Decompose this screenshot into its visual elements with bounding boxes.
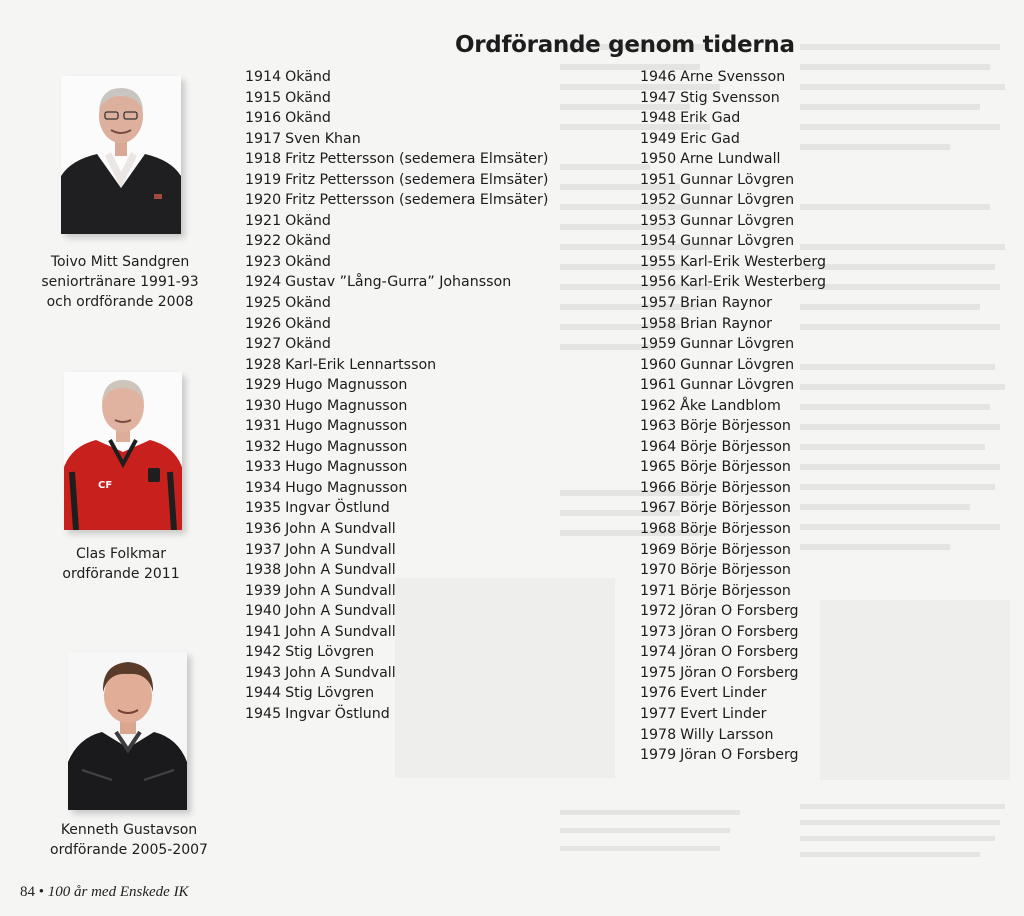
chairman-year: 1963 bbox=[640, 418, 677, 435]
chairman-name: Börje Börjesson bbox=[680, 459, 791, 476]
chairman-row bbox=[640, 663, 826, 684]
chairman-name: Okänd bbox=[285, 233, 331, 250]
chairman-name: Okänd bbox=[285, 295, 331, 312]
chairman-row bbox=[245, 683, 548, 704]
chairman-row bbox=[640, 375, 826, 396]
chairman-row bbox=[640, 704, 826, 725]
chairman-name: Karl-Erik Westerberg bbox=[680, 253, 826, 270]
chairman-name: Okänd bbox=[285, 212, 331, 229]
chairman-name: Stig Svensson bbox=[680, 89, 780, 106]
chairman-row bbox=[640, 170, 826, 191]
chairman-row bbox=[245, 601, 548, 622]
chairman-name: Willy Larsson bbox=[680, 726, 774, 743]
chairman-row bbox=[640, 683, 826, 704]
chairman-year: 1975 bbox=[640, 664, 677, 681]
chairman-year: 1945 bbox=[245, 705, 282, 722]
chairman-name: Stig Lövgren bbox=[285, 685, 375, 702]
chairman-year: 1961 bbox=[640, 377, 677, 394]
chairman-year: 1926 bbox=[245, 315, 282, 332]
chairman-row bbox=[245, 560, 548, 581]
chairman-row bbox=[640, 149, 826, 170]
chairman-year: 1979 bbox=[640, 747, 677, 764]
chairman-row bbox=[245, 231, 548, 252]
chairman-row bbox=[245, 375, 548, 396]
chairman-year: 1958 bbox=[640, 315, 677, 332]
chairman-row bbox=[245, 190, 548, 211]
footer-separator: • bbox=[38, 884, 45, 900]
chairman-year: 1955 bbox=[640, 253, 677, 270]
chairman-row bbox=[245, 355, 548, 376]
caption-gustavson bbox=[38, 820, 220, 860]
chairman-row bbox=[640, 498, 826, 519]
book-title: 100 år med Enskede IK bbox=[47, 884, 189, 900]
caption-name: Toivo Mitt Sandgren bbox=[50, 254, 190, 270]
chairman-name: Gunnar Lövgren bbox=[680, 336, 795, 353]
chairman-year: 1940 bbox=[245, 603, 282, 620]
chairman-name: Hugo Magnusson bbox=[285, 377, 408, 394]
chairman-name: John A Sundvall bbox=[285, 664, 396, 681]
chairman-name: Okänd bbox=[285, 89, 331, 106]
chairman-row bbox=[245, 108, 548, 129]
chairman-row bbox=[640, 581, 826, 602]
caption-role: ordförande 2005-2007 bbox=[50, 842, 208, 858]
chairman-row bbox=[245, 129, 548, 150]
chairman-name: Hugo Magnusson bbox=[285, 397, 408, 414]
chairman-year: 1915 bbox=[245, 89, 282, 106]
chairman-row bbox=[245, 519, 548, 540]
chairman-name: Okänd bbox=[285, 110, 331, 127]
chairman-row bbox=[640, 252, 826, 273]
chairman-year: 1920 bbox=[245, 192, 282, 209]
chairman-name: Hugo Magnusson bbox=[285, 418, 408, 435]
chairman-year: 1974 bbox=[640, 644, 677, 661]
chairman-row bbox=[640, 478, 826, 499]
chairman-row bbox=[640, 129, 826, 150]
chairman-year: 1954 bbox=[640, 233, 677, 250]
chairman-name: Gunnar Lövgren bbox=[680, 233, 795, 250]
chairman-name: Gunnar Lövgren bbox=[680, 377, 795, 394]
chairman-row bbox=[640, 293, 826, 314]
chairman-year: 1948 bbox=[640, 110, 677, 127]
chairman-year: 1971 bbox=[640, 582, 677, 599]
chairman-year: 1917 bbox=[245, 130, 282, 147]
chairman-row bbox=[245, 416, 548, 437]
chairman-name: Gustav ”Lång-Gurra” Johansson bbox=[285, 274, 512, 291]
chairman-row bbox=[245, 396, 548, 417]
chairman-row bbox=[640, 334, 826, 355]
caption-sandgren bbox=[36, 252, 204, 312]
chairman-year: 1957 bbox=[640, 295, 677, 312]
chairman-year: 1921 bbox=[245, 212, 282, 229]
chairman-row bbox=[245, 622, 548, 643]
chairmen-list-1914-1945 bbox=[245, 67, 548, 725]
chairman-name: Åke Landblom bbox=[680, 397, 781, 414]
chairman-year: 1916 bbox=[245, 110, 282, 127]
chairman-row bbox=[640, 272, 826, 293]
chairman-year: 1933 bbox=[245, 459, 282, 476]
chairman-year: 1962 bbox=[640, 397, 677, 414]
chairman-name: Gunnar Lövgren bbox=[680, 192, 795, 209]
chairman-name: Börje Börjesson bbox=[680, 418, 791, 435]
chairman-year: 1923 bbox=[245, 253, 282, 270]
chairman-name: Jöran O Forsberg bbox=[680, 664, 799, 681]
chairman-year: 1949 bbox=[640, 130, 677, 147]
chairman-name: Jöran O Forsberg bbox=[680, 623, 799, 640]
chairman-year: 1969 bbox=[640, 541, 677, 558]
chairman-name: Sven Khan bbox=[285, 130, 361, 147]
chairman-name: Gunnar Lövgren bbox=[680, 212, 795, 229]
chairman-year: 1931 bbox=[245, 418, 282, 435]
chairman-year: 1939 bbox=[245, 582, 282, 599]
chairman-row bbox=[245, 457, 548, 478]
chairman-name: Stig Lövgren bbox=[285, 644, 375, 661]
chairman-row bbox=[245, 211, 548, 232]
chairman-year: 1946 bbox=[640, 69, 677, 85]
chairman-row bbox=[640, 519, 826, 540]
chairman-name: Börje Börjesson bbox=[680, 521, 791, 538]
chairman-year: 1924 bbox=[245, 274, 282, 291]
chairman-name: Jöran O Forsberg bbox=[680, 644, 799, 661]
chairman-row bbox=[245, 88, 548, 109]
chairman-name: Evert Linder bbox=[680, 685, 767, 702]
chairman-name: John A Sundvall bbox=[285, 603, 396, 620]
chairman-row bbox=[640, 211, 826, 232]
chairman-name: Arne Svensson bbox=[680, 69, 786, 85]
chairman-year: 1922 bbox=[245, 233, 282, 250]
chairman-year: 1966 bbox=[640, 479, 677, 496]
chairman-row bbox=[245, 293, 548, 314]
chairman-name: Jöran O Forsberg bbox=[680, 747, 799, 764]
chairman-row bbox=[640, 560, 826, 581]
chairman-name: Gunnar Lövgren bbox=[680, 171, 795, 188]
chairman-row bbox=[640, 108, 826, 129]
chairman-row bbox=[640, 725, 826, 746]
chairman-row bbox=[245, 252, 548, 273]
chairman-year: 1942 bbox=[245, 644, 282, 661]
chairman-name: Börje Börjesson bbox=[680, 562, 791, 579]
chairman-year: 1932 bbox=[245, 438, 282, 455]
chairman-year: 1937 bbox=[245, 541, 282, 558]
chairman-row bbox=[640, 745, 826, 766]
chairman-name: Börje Börjesson bbox=[680, 541, 791, 558]
caption-name: Clas Folkmar bbox=[75, 546, 167, 562]
chairman-row bbox=[245, 170, 548, 191]
chairman-row bbox=[245, 581, 548, 602]
portrait-photo-folkmar bbox=[64, 372, 182, 530]
chairman-name: Jöran O Forsberg bbox=[680, 603, 799, 620]
chairman-name: Ingvar Östlund bbox=[285, 500, 390, 517]
chairman-name: Erik Gad bbox=[680, 110, 741, 127]
chairman-year: 1959 bbox=[640, 336, 677, 353]
chairman-row bbox=[245, 149, 548, 170]
chairman-name: John A Sundvall bbox=[285, 541, 396, 558]
chairman-name: Karl-Erik Lennartsson bbox=[285, 356, 437, 373]
chairman-row bbox=[640, 314, 826, 335]
chairman-year: 1968 bbox=[640, 521, 677, 538]
chairman-year: 1952 bbox=[640, 192, 677, 209]
chairman-row bbox=[245, 663, 548, 684]
caption-role: seniortränare 1991-93 bbox=[41, 274, 199, 290]
portrait-photo-sandgren bbox=[61, 76, 181, 234]
chairman-year: 1967 bbox=[640, 500, 677, 517]
chairman-year: 1944 bbox=[245, 685, 282, 702]
chairman-year: 1977 bbox=[640, 705, 677, 722]
chairman-year: 1951 bbox=[640, 171, 677, 188]
chairman-year: 1928 bbox=[245, 356, 282, 373]
chairman-year: 1918 bbox=[245, 151, 282, 168]
chairman-row bbox=[245, 498, 548, 519]
chairman-row bbox=[245, 272, 548, 293]
chairman-year: 1914 bbox=[245, 69, 282, 85]
chairman-name: Hugo Magnusson bbox=[285, 438, 408, 455]
chairman-name: Börje Börjesson bbox=[680, 479, 791, 496]
chairman-year: 1978 bbox=[640, 726, 677, 743]
chairman-name: John A Sundvall bbox=[285, 623, 396, 640]
chairman-year: 1935 bbox=[245, 500, 282, 517]
chairman-year: 1965 bbox=[640, 459, 677, 476]
chairman-row bbox=[640, 601, 826, 622]
chairman-year: 1941 bbox=[245, 623, 282, 640]
chairman-name: Börje Börjesson bbox=[680, 582, 791, 599]
chairman-name: Arne Lundwall bbox=[680, 151, 781, 168]
chairman-name: Hugo Magnusson bbox=[285, 459, 408, 476]
chairman-year: 1953 bbox=[640, 212, 677, 229]
chairman-name: Börje Börjesson bbox=[680, 500, 791, 517]
chairman-year: 1950 bbox=[640, 151, 677, 168]
chairman-name: Karl-Erik Westerberg bbox=[680, 274, 826, 291]
chairman-year: 1927 bbox=[245, 336, 282, 353]
chairman-name: Okänd bbox=[285, 315, 331, 332]
chairman-name: Hugo Magnusson bbox=[285, 479, 408, 496]
chairman-year: 1960 bbox=[640, 356, 677, 373]
chairman-year: 1964 bbox=[640, 438, 677, 455]
page-footer bbox=[20, 884, 189, 901]
chairman-year: 1956 bbox=[640, 274, 677, 291]
chairman-row bbox=[245, 67, 548, 88]
chairman-row bbox=[640, 437, 826, 458]
caption-role: ordförande 2011 bbox=[62, 566, 180, 582]
chairman-row bbox=[245, 314, 548, 335]
chairman-name: Brian Raynor bbox=[680, 315, 772, 332]
chairman-name: Ingvar Östlund bbox=[285, 705, 390, 722]
chairman-row bbox=[640, 355, 826, 376]
chairman-year: 1970 bbox=[640, 562, 677, 579]
chairman-name: Börje Börjesson bbox=[680, 438, 791, 455]
chairman-year: 1930 bbox=[245, 397, 282, 414]
chairman-year: 1925 bbox=[245, 295, 282, 312]
chairman-row bbox=[640, 67, 826, 88]
chairman-year: 1947 bbox=[640, 89, 677, 106]
portrait-photo-gustavson bbox=[68, 652, 187, 810]
chairman-row bbox=[640, 396, 826, 417]
chairman-row bbox=[245, 437, 548, 458]
caption-folkmar bbox=[48, 544, 194, 584]
chairman-row bbox=[640, 457, 826, 478]
chairmen-list-1946-1979 bbox=[640, 67, 826, 766]
chairman-row bbox=[640, 622, 826, 643]
chairman-name: Fritz Pettersson (sedemera Elmsäter) bbox=[285, 171, 549, 188]
chairman-name: Okänd bbox=[285, 253, 331, 270]
chairman-name: Okänd bbox=[285, 336, 331, 353]
page-number: 84 bbox=[20, 884, 35, 900]
chairman-row bbox=[640, 88, 826, 109]
chairman-name: John A Sundvall bbox=[285, 521, 396, 538]
chairman-row bbox=[245, 540, 548, 561]
chairman-year: 1929 bbox=[245, 377, 282, 394]
chairman-name: Fritz Pettersson (sedemera Elmsäter) bbox=[285, 151, 549, 168]
chairman-name: Evert Linder bbox=[680, 705, 767, 722]
chairman-year: 1976 bbox=[640, 685, 677, 702]
chairman-year: 1973 bbox=[640, 623, 677, 640]
caption-role: och ordförande 2008 bbox=[46, 294, 194, 310]
chairman-name: Fritz Pettersson (sedemera Elmsäter) bbox=[285, 192, 549, 209]
chairman-row bbox=[245, 478, 548, 499]
chairman-row bbox=[640, 642, 826, 663]
chairman-row bbox=[640, 190, 826, 211]
chairman-row bbox=[245, 642, 548, 663]
page-title: Ordförande genom tiderna bbox=[455, 32, 795, 58]
svg-text:CF: CF bbox=[98, 480, 113, 491]
chairman-year: 1936 bbox=[245, 521, 282, 538]
chairman-year: 1938 bbox=[245, 562, 282, 579]
chairman-name: Brian Raynor bbox=[680, 295, 772, 312]
chairman-name: Eric Gad bbox=[680, 130, 740, 147]
chairman-row bbox=[245, 704, 548, 725]
chairman-name: John A Sundvall bbox=[285, 582, 396, 599]
chairman-year: 1934 bbox=[245, 479, 282, 496]
chairman-row bbox=[640, 231, 826, 252]
chairman-row bbox=[245, 334, 548, 355]
caption-name: Kenneth Gustavson bbox=[60, 822, 198, 838]
chairman-year: 1943 bbox=[245, 664, 282, 681]
chairman-name: John A Sundvall bbox=[285, 562, 396, 579]
chairman-name: Okänd bbox=[285, 69, 331, 85]
chairman-name: Gunnar Lövgren bbox=[680, 356, 795, 373]
chairman-row bbox=[640, 540, 826, 561]
chairman-year: 1919 bbox=[245, 171, 282, 188]
chairman-row bbox=[640, 416, 826, 437]
chairman-year: 1972 bbox=[640, 603, 677, 620]
